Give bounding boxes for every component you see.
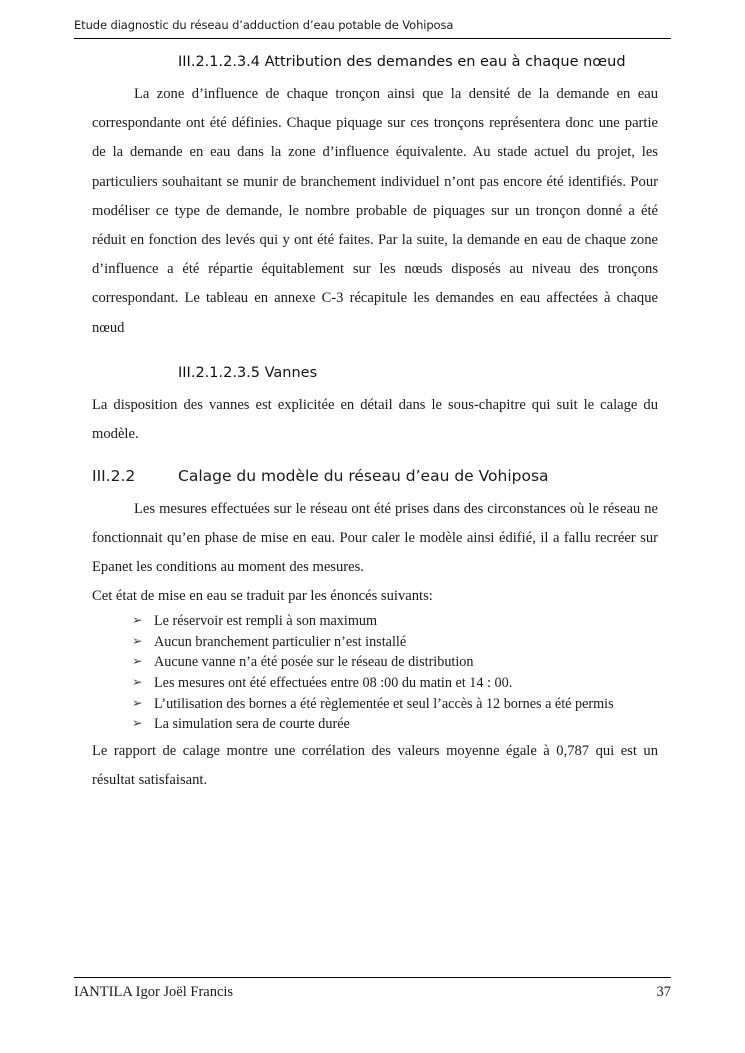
- list-item: [132, 632, 658, 653]
- arrow-bullet-icon: ➢: [132, 694, 143, 710]
- page-footer: [74, 977, 671, 1001]
- list-item-label: Aucun branchement particulier n’est installé: [154, 633, 407, 650]
- paragraph-mesures: Les mesures effectuées sur le réseau ont été prises dans des circonstances où le réseau ne fonctionnait qu’en phase de mise en eau. Pour caler le modèle ainsi édifié, il a fallu recréer sur Epanet les conditions au moment des mesures.: [92, 501, 658, 576]
- page-content: [92, 50, 658, 795]
- heading-number: III.2.2: [92, 467, 136, 486]
- footer-page-number: 37: [656, 984, 671, 1000]
- arrow-bullet-icon: ➢: [132, 653, 143, 669]
- paragraph-enonces-intro: Cet état de mise en eau se traduit par les énoncés suivants:: [92, 587, 433, 604]
- list-item-label: Aucune vanne n’a été posée sur le réseau de distribution: [154, 654, 474, 671]
- list-item-label: Le réservoir est rempli à son maximum: [154, 613, 377, 630]
- list-item: [132, 673, 658, 694]
- paragraph-zone-influence: La zone d’influence de chaque tronçon ainsi que la densité de la demande en eau correspondante ont été définies. Chaque piquage sur ces tronçons représentera donc une partie de la demande en eau dans la zone d’influence équivalente. Au stade actuel du projet, les particuliers souhaitant se munir de branchement individuel n’ont pas encore été identifiés. Pour modéliser ce type de demande, le nombre probable de piquages sur un tronçon donné a été réduit en fonction des levés qui y ont été faites. Par la suite, la demande en eau de chaque zone d’influence a été répartie équitablement sur les nœuds disposés au niveau des tronçons correspondant. Le tableau en annexe C-3 récapitule les demandes en eau affectées à chaque nœud: [92, 86, 658, 336]
- arrow-bullet-icon: ➢: [132, 632, 143, 648]
- heading-title: Calage du modèle du réseau d’eau de Vohiposa: [178, 467, 549, 486]
- list-item-label: La simulation sera de courte durée: [154, 716, 350, 733]
- footer-author: IANTILA Igor Joël Francis: [74, 984, 234, 1000]
- header-title: Etude diagnostic du réseau d’adduction d’eau potable de Vohiposa: [74, 18, 454, 32]
- list-item: [132, 611, 658, 632]
- page-header: [74, 18, 671, 39]
- arrow-bullet-icon: ➢: [132, 612, 143, 628]
- list-item-label: Les mesures ont été effectuées entre 08 :00 du matin et 14 : 00.: [154, 675, 513, 692]
- list-item: [132, 694, 658, 715]
- list-item: [132, 652, 658, 673]
- heading-vannes: III.2.1.2.3.5 Vannes: [178, 364, 318, 381]
- paragraph-vannes: La disposition des vannes est explicitée en détail dans le sous-chapitre qui suit le calage du modèle.: [92, 396, 658, 442]
- arrow-bullet-icon: ➢: [132, 715, 143, 731]
- arrow-bullet-icon: ➢: [132, 674, 143, 690]
- list-item: [132, 714, 658, 735]
- heading-calage-modele: [92, 467, 658, 485]
- heading-attribution-demandes: III.2.1.2.3.4 Attribution des demandes en eau à chaque nœud: [178, 54, 626, 70]
- list-item-label: L’utilisation des bornes a été règlementée et seul l’accès à 12 bornes a été permis: [154, 695, 614, 712]
- list-conditions: [92, 611, 658, 735]
- paragraph-rapport-calage: Le rapport de calage montre une corrélation des valeurs moyenne égale à 0,787 qui est un résultat satisfaisant.: [92, 742, 658, 788]
